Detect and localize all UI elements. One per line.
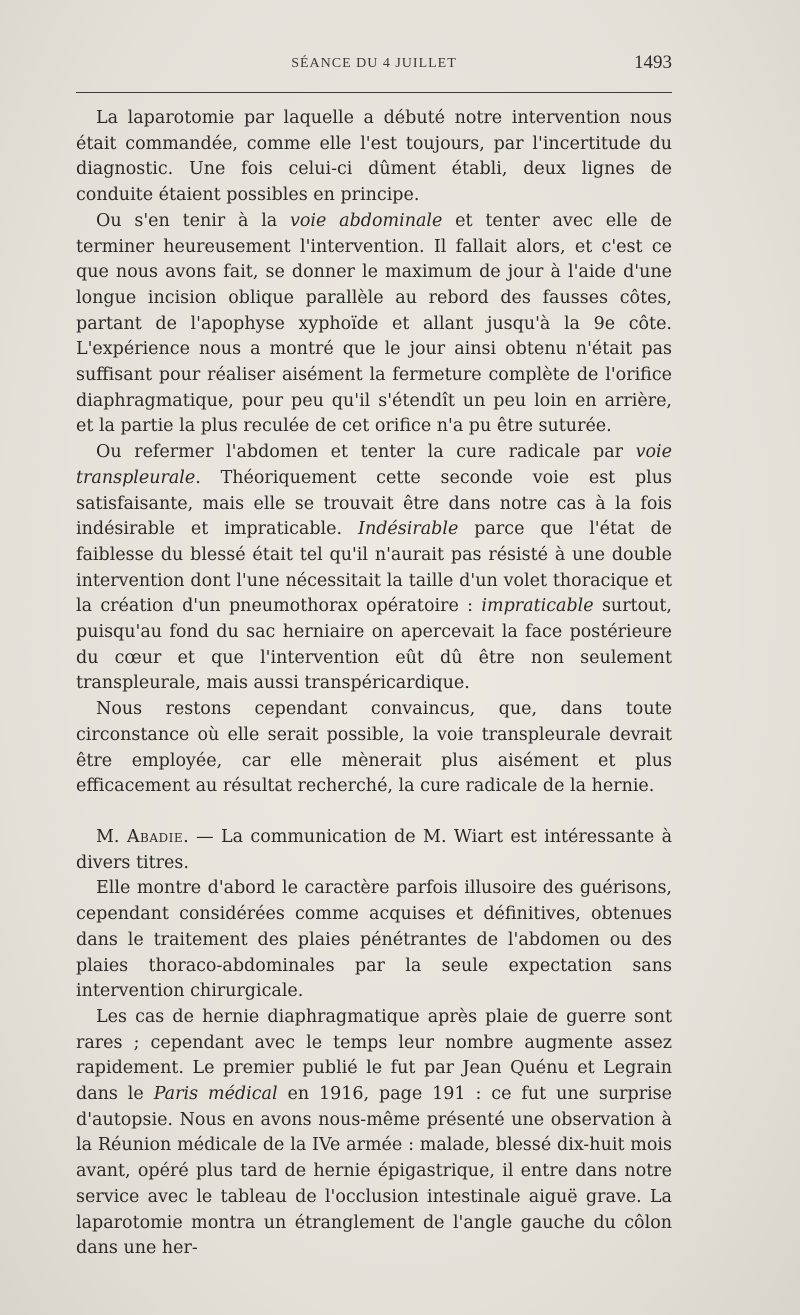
text-run: Elle montre d'abord le caractère parfois illusoire des guérisons, cependant considérées comme acquises et définitives, obtenues dans le traitement des plaies pénétrantes de l'abdomen ou des plaies thoraco-abdominales par la seule expectation sans intervention chirurgicale. bbox=[76, 878, 672, 1002]
text-run: Nous restons cependant convaincus, que, dans toute circonstance où elle serait possible, la voie transpleurale devrait être employée, car elle mènerait plus aisément et plus efficacement au résultat recherché, la cure radicale de la hernie. bbox=[76, 699, 672, 797]
header-rule bbox=[76, 92, 672, 93]
italic-text: Indésirable bbox=[358, 519, 459, 540]
page-header bbox=[76, 52, 672, 82]
paragraph bbox=[76, 1005, 672, 1262]
text-run: . — La communication de M. Wiart est intéressante à divers titres. bbox=[76, 826, 673, 873]
text-run: Ou s'en tenir à la bbox=[96, 210, 290, 231]
paragraph bbox=[76, 876, 672, 1005]
italic-text: voie transpleurale bbox=[76, 442, 672, 488]
text-run: et tenter avec elle de terminer heureusement l'intervention. Il fallait alors, et c'est ce que nous avons fait, se donner le maximum de jour à l'aide d'une longue incision oblique parallèle au rebord des fausses côtes, partant de l'apophyse xyphoïde et allant jusqu'à la 9e côte. L'expérience nous a montré que le jour ainsi obtenu n'était pas suffisant pour réaliser aisément la fermeture complète de l'orifice diaphragmatique, pour peu qu'il s'étendît un peu loin en arrière, et la partie la plus reculée de cet orifice n'a pu être suturée. bbox=[76, 210, 672, 437]
italic-text: Paris médical bbox=[153, 1084, 278, 1105]
italic-text: voie abdominale bbox=[290, 210, 443, 231]
text-run: surtout, puisqu'au fond du sac herniaire on apercevait la face postérieure du cœur et que l'intervention eût dû être non seulement transpleurale, mais aussi transpéricardique. bbox=[76, 596, 672, 694]
paragraph bbox=[76, 825, 672, 876]
text-run: Ou refermer l'abdomen et tenter la cure radicale par bbox=[96, 442, 636, 463]
paragraph bbox=[76, 209, 672, 440]
page-number: 1493 bbox=[634, 52, 672, 73]
paragraph bbox=[76, 106, 672, 209]
italic-text: impraticable bbox=[481, 596, 594, 617]
running-title: SÉANCE DU 4 JUILLET bbox=[291, 56, 457, 71]
paragraph bbox=[76, 440, 672, 697]
text-run: . Théoriquement cette seconde voie est plus satisfaisante, mais elle se trouvait être dans notre cas à la fois indésirable et impraticable. bbox=[76, 467, 672, 540]
paragraph bbox=[76, 697, 672, 800]
text-run: Les cas de hernie diaphragmatique après plaie de guerre sont rares ; cependant avec le temps leur nombre augmente assez rapidement. Le premier publié le fut par Jean Quénu et Legrain dans le bbox=[76, 1006, 672, 1105]
author-name: Abadie bbox=[126, 826, 184, 847]
text-run: parce que l'état de faiblesse du blessé était tel qu'il n'aurait pas résisté à une double intervention dont l'une nécessitait la taille d'un volet thoracique et la création d'un pneumothorax opératoire : bbox=[76, 519, 672, 617]
text-run: en 1916, page 191 : ce fut une surprise d'autopsie. Nous en avons nous-même présenté une observation à la Réunion médicale de la IVe armée : malade, blessé dix-huit mois avant, opéré plus tard de hernie épigastrique, il entre dans notre service avec le tableau de l'occlusion intestinale aiguë grave. La laparotomie montra un étranglement de l'angle gauche du côlon dans une her- bbox=[76, 1084, 672, 1259]
text-run: La laparotomie par laquelle a débuté notre intervention nous était commandée, comme elle l'est toujours, par l'incertitude du diagnostic. Une fois celui-ci dûment établi, deux lignes de conduite étaient possibles en principe. bbox=[76, 108, 672, 206]
text-run: M. bbox=[96, 826, 127, 847]
body-text bbox=[76, 106, 672, 1262]
